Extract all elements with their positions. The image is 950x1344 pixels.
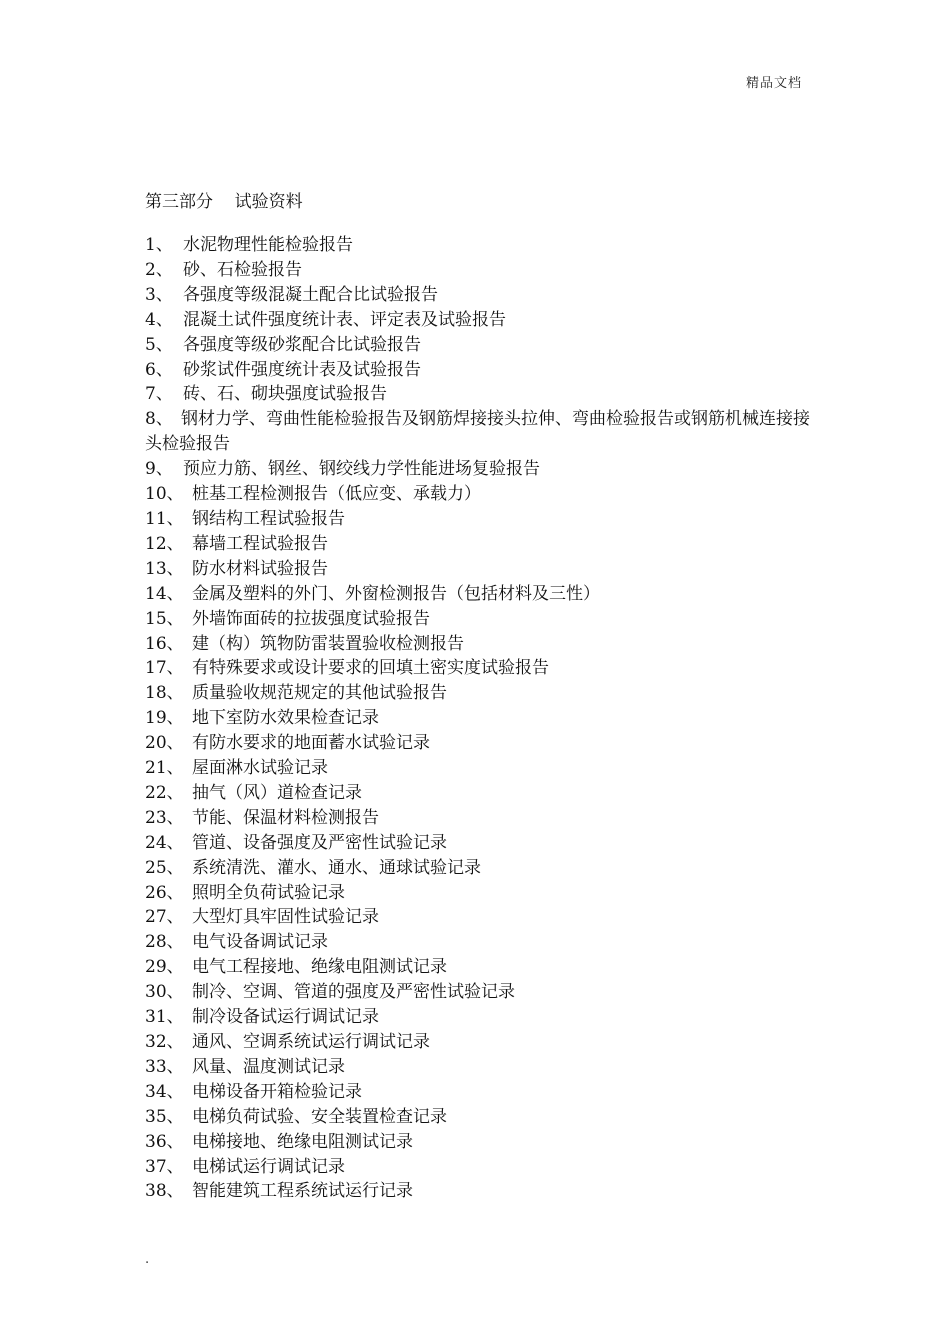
list-item-text: 混凝土试件强度统计表、评定表及试验报告 bbox=[183, 309, 506, 330]
list-item bbox=[145, 756, 825, 781]
list-item-text: 外墙饰面砖的拉拔强度试验报告 bbox=[192, 608, 430, 629]
list-item bbox=[145, 532, 825, 557]
list-item-number: 18、 bbox=[145, 683, 184, 704]
list-item bbox=[145, 1005, 825, 1030]
list-item-number: 29、 bbox=[145, 957, 184, 978]
list-item-number: 34、 bbox=[145, 1081, 184, 1102]
list-item bbox=[145, 881, 825, 906]
list-item-number: 37、 bbox=[145, 1156, 184, 1177]
list-item-number: 28、 bbox=[145, 932, 184, 953]
list-item-text: 大型灯具牢固性试验记录 bbox=[192, 907, 379, 928]
list-item-text: 屋面淋水试验记录 bbox=[192, 758, 328, 779]
list-item-text: 抽气（风）道检查记录 bbox=[192, 782, 362, 803]
list-item-text: 电梯负荷试验、安全装置检查记录 bbox=[192, 1106, 447, 1127]
list-item bbox=[145, 1080, 825, 1105]
list-item-number: 5、 bbox=[145, 334, 173, 355]
list-item bbox=[145, 607, 825, 632]
list-item-text: 管道、设备强度及严密性试验记录 bbox=[192, 832, 447, 853]
list-item-number: 32、 bbox=[145, 1032, 184, 1052]
list-item bbox=[145, 980, 825, 1005]
list-item-text: 电气设备调试记录 bbox=[192, 932, 328, 953]
list-item-number: 17、 bbox=[145, 658, 184, 679]
list-item-text: 质量验收规范规定的其他试验报告 bbox=[192, 683, 447, 704]
list-item bbox=[145, 955, 825, 980]
list-item-number: 25、 bbox=[145, 857, 184, 878]
list-item-text: 预应力筋、钢丝、钢绞线力学性能进场复验报告 bbox=[183, 459, 540, 480]
list-item bbox=[145, 1105, 825, 1130]
list-item-text: 钢结构工程试验报告 bbox=[192, 508, 345, 529]
list-item-number: 8、 bbox=[145, 409, 173, 430]
list-item bbox=[145, 457, 825, 482]
list-item-number: 13、 bbox=[145, 558, 184, 579]
list-item-text: 桩基工程检测报告（低应变、承载力） bbox=[192, 484, 481, 505]
list-item bbox=[145, 1179, 825, 1204]
list-item-text: 各强度等级混凝土配合比试验报告 bbox=[183, 284, 438, 305]
list-item-text: 制冷设备试运行调试记录 bbox=[192, 1007, 379, 1028]
list-item bbox=[145, 333, 825, 358]
list-item-number: 15、 bbox=[145, 608, 184, 629]
list-item bbox=[145, 731, 825, 756]
document-list bbox=[145, 233, 825, 1204]
list-item-number: 10、 bbox=[145, 484, 184, 505]
footer-mark: . bbox=[145, 1252, 150, 1267]
list-item-text: 幕墙工程试验报告 bbox=[192, 533, 328, 554]
list-item-number: 1、 bbox=[145, 235, 173, 255]
list-item bbox=[145, 656, 825, 681]
list-item bbox=[145, 407, 825, 457]
list-item-text: 电梯试运行调试记录 bbox=[192, 1156, 345, 1177]
list-item-number: 33、 bbox=[145, 1056, 184, 1077]
list-item bbox=[145, 233, 825, 258]
list-item bbox=[145, 1130, 825, 1155]
list-item-number: 36、 bbox=[145, 1131, 184, 1152]
list-item-text: 电气工程接地、绝缘电阻测试记录 bbox=[192, 957, 447, 978]
list-item-number: 27、 bbox=[145, 907, 184, 928]
list-item-text: 钢材力学、弯曲性能检验报告及钢筋焊接接头拉伸、弯曲检验报告或钢筋机械连接接头检验报告 bbox=[145, 409, 810, 455]
list-item-text: 防水材料试验报告 bbox=[192, 558, 328, 579]
list-item bbox=[145, 905, 825, 930]
list-item-number: 6、 bbox=[145, 359, 173, 380]
list-item bbox=[145, 781, 825, 806]
list-item bbox=[145, 382, 825, 407]
list-item-number: 24、 bbox=[145, 832, 184, 853]
list-item-text: 电梯设备开箱检验记录 bbox=[192, 1081, 362, 1102]
list-item-number: 19、 bbox=[145, 708, 184, 729]
list-item-text: 制冷、空调、管道的强度及严密性试验记录 bbox=[192, 982, 515, 1003]
list-item-text: 节能、保温材料检测报告 bbox=[192, 807, 379, 828]
list-item-number: 35、 bbox=[145, 1106, 184, 1127]
list-item-number: 30、 bbox=[145, 982, 184, 1003]
list-item-text: 有特殊要求或设计要求的回填土密实度试验报告 bbox=[192, 658, 549, 679]
list-item bbox=[145, 681, 825, 706]
list-item-number: 2、 bbox=[145, 259, 173, 280]
list-item bbox=[145, 308, 825, 333]
list-item-text: 砂浆试件强度统计表及试验报告 bbox=[183, 359, 421, 380]
list-item bbox=[145, 1155, 825, 1180]
list-item bbox=[145, 706, 825, 731]
list-item-number: 12、 bbox=[145, 533, 184, 554]
list-item-number: 26、 bbox=[145, 882, 184, 903]
list-item bbox=[145, 482, 825, 507]
list-item-text: 砂、石检验报告 bbox=[183, 259, 302, 280]
list-item-text: 水泥物理性能检验报告 bbox=[183, 235, 353, 255]
list-item-text: 电梯接地、绝缘电阻测试记录 bbox=[192, 1131, 413, 1152]
list-item-number: 7、 bbox=[145, 384, 173, 405]
list-item-number: 20、 bbox=[145, 733, 184, 754]
list-item bbox=[145, 632, 825, 657]
list-item-number: 16、 bbox=[145, 633, 184, 654]
list-item-text: 砖、石、砌块强度试验报告 bbox=[183, 384, 387, 405]
list-item-text: 建（构）筑物防雷装置验收检测报告 bbox=[192, 633, 464, 654]
list-item bbox=[145, 930, 825, 955]
list-item-text: 各强度等级砂浆配合比试验报告 bbox=[183, 334, 421, 355]
list-item-number: 23、 bbox=[145, 807, 184, 828]
list-item bbox=[145, 358, 825, 383]
list-item bbox=[145, 283, 825, 308]
list-item-number: 11、 bbox=[145, 508, 184, 529]
list-item bbox=[145, 507, 825, 532]
list-item-text: 有防水要求的地面蓄水试验记录 bbox=[192, 733, 430, 754]
list-item-number: 31、 bbox=[145, 1007, 184, 1028]
section-title: 第三部分 试验资料 bbox=[145, 192, 303, 212]
list-item-number: 21、 bbox=[145, 758, 184, 779]
list-item-text: 金属及塑料的外门、外窗检测报告（包括材料及三性） bbox=[192, 583, 600, 604]
list-item-text: 通风、空调系统试运行调试记录 bbox=[192, 1032, 430, 1052]
list-item-text: 智能建筑工程系统试运行记录 bbox=[192, 1181, 413, 1202]
list-item bbox=[145, 557, 825, 582]
list-item bbox=[145, 856, 825, 881]
list-item-number: 4、 bbox=[145, 309, 173, 330]
list-item bbox=[145, 806, 825, 831]
list-item bbox=[145, 258, 825, 283]
list-item bbox=[145, 582, 825, 607]
list-item-number: 9、 bbox=[145, 459, 173, 480]
list-item-number: 14、 bbox=[145, 583, 184, 604]
list-item bbox=[145, 831, 825, 856]
list-item-text: 风量、温度测试记录 bbox=[192, 1056, 345, 1077]
list-item-text: 系统清洗、灌水、通水、通球试验记录 bbox=[192, 857, 481, 878]
list-item-number: 3、 bbox=[145, 284, 173, 305]
list-item bbox=[145, 1055, 825, 1080]
list-item bbox=[145, 1030, 825, 1055]
list-item-text: 照明全负荷试验记录 bbox=[192, 882, 345, 903]
list-item-number: 38、 bbox=[145, 1181, 184, 1202]
list-item-text: 地下室防水效果检查记录 bbox=[192, 708, 379, 729]
header-mark: 精品文档 bbox=[746, 76, 803, 91]
list-item-number: 22、 bbox=[145, 782, 184, 803]
